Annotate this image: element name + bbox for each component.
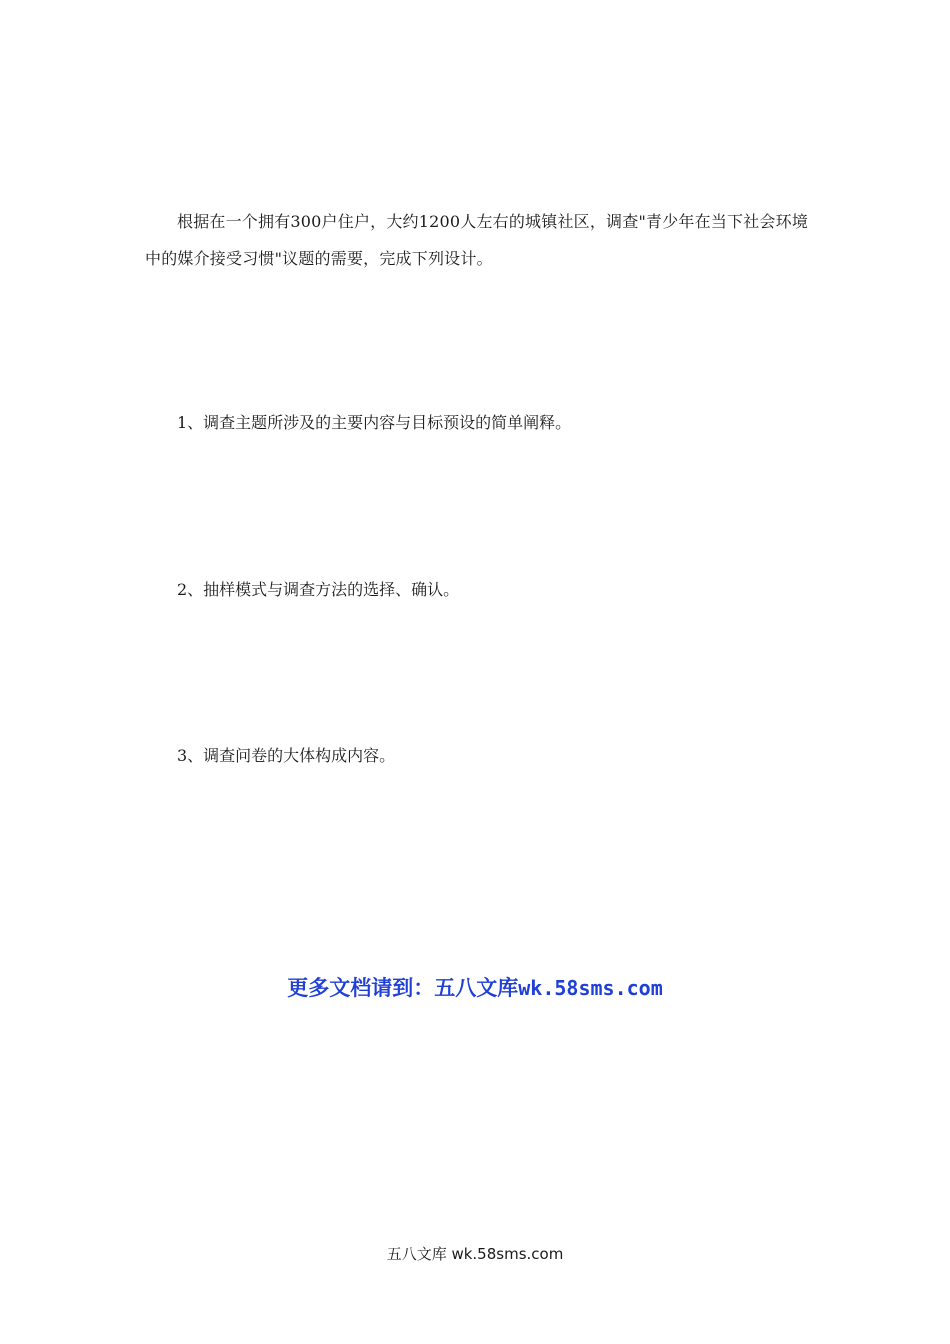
page-footer: 五八文库 wk.58sms.com [386, 1245, 564, 1263]
question-item-1: 1、调查主题所涉及的主要内容与目标预设的简单阐释。 [177, 413, 572, 432]
question-item-3: 3、调查问卷的大体构成内容。 [177, 746, 396, 765]
intro-paragraph: 根据在一个拥有300户住户，大约1200人左右的城镇社区，调查"青少年在当下社会环境中的媒介接受习惯"议题的需要，完成下列设计。 [145, 212, 809, 268]
promo-text: 更多文档请到：五八文库 [287, 976, 519, 1000]
promo-url[interactable]: wk.58sms.com [518, 976, 663, 1000]
promo-banner[interactable] [0, 970, 950, 1006]
question-item-2: 2、抽样模式与调查方法的选择、确认。 [177, 580, 460, 599]
